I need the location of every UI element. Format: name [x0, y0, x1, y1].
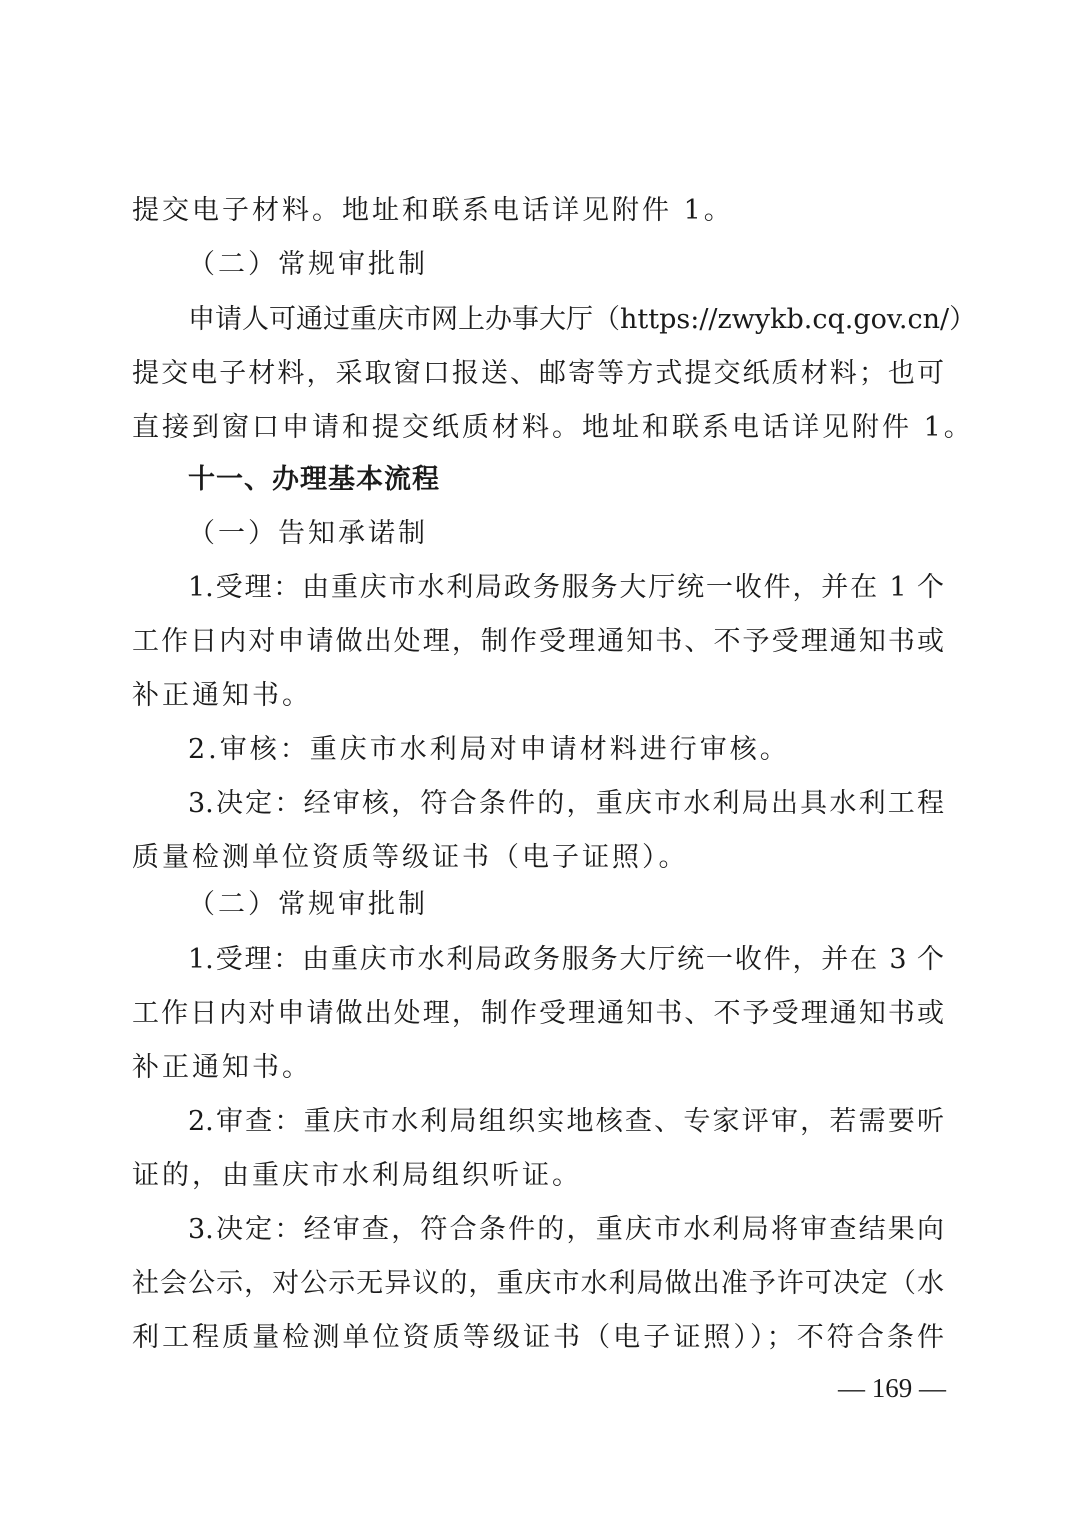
paragraph-line: 利工程质量检测单位资质等级证书（电子证照））；不符合条件 [132, 1322, 944, 1353]
subsection-heading: （二）常规审批制 [188, 889, 428, 920]
paragraph-line: 2.审查：重庆市水利局组织实地核查、专家评审，若需要听 [188, 1106, 944, 1137]
section-heading: 十一、办理基本流程 [188, 464, 440, 495]
subsection-heading: （二）常规审批制 [188, 249, 428, 280]
subsection-heading: （一）告知承诺制 [188, 518, 428, 549]
paragraph-line: 社会公示，对公示无异议的，重庆市水利局做出准予许可决定（水 [132, 1268, 944, 1299]
paragraph-line: 1.受理：由重庆市水利局政务服务大厅统一收件，并在 1 个 [188, 572, 944, 603]
paragraph-line: 申请人可通过重庆市网上办事大厅（https://zwykb.cq.gov.cn/） [188, 304, 977, 335]
paragraph-line: 提交电子材料。地址和联系电话详见附件 1。 [132, 195, 734, 226]
paragraph-line: 3.决定：经审查，符合条件的，重庆市水利局将审查结果向 [188, 1214, 944, 1245]
paragraph-line: 证的，由重庆市水利局组织听证。 [132, 1160, 582, 1191]
paragraph-line: 工作日内对申请做出处理，制作受理通知书、不予受理通知书或 [132, 626, 944, 657]
paragraph-line: 补正通知书。 [132, 1052, 312, 1083]
paragraph-line: 直接到窗口申请和提交纸质材料。地址和联系电话详见附件 1。 [132, 412, 974, 443]
page-number: — 169 — [838, 1373, 946, 1403]
paragraph-line: 工作日内对申请做出处理，制作受理通知书、不予受理通知书或 [132, 998, 944, 1029]
paragraph-line: 3.决定：经审核，符合条件的，重庆市水利局出具水利工程 [188, 788, 944, 819]
paragraph-line: 质量检测单位资质等级证书（电子证照）。 [132, 842, 689, 873]
paragraph-line: 提交电子材料，采取窗口报送、邮寄等方式提交纸质材料；也可 [132, 358, 944, 389]
paragraph-line: 补正通知书。 [132, 680, 312, 711]
paragraph-line: 2.审核：重庆市水利局对申请材料进行审核。 [188, 734, 790, 765]
paragraph-line: 1.受理：由重庆市水利局政务服务大厅统一收件，并在 3 个 [188, 944, 944, 975]
